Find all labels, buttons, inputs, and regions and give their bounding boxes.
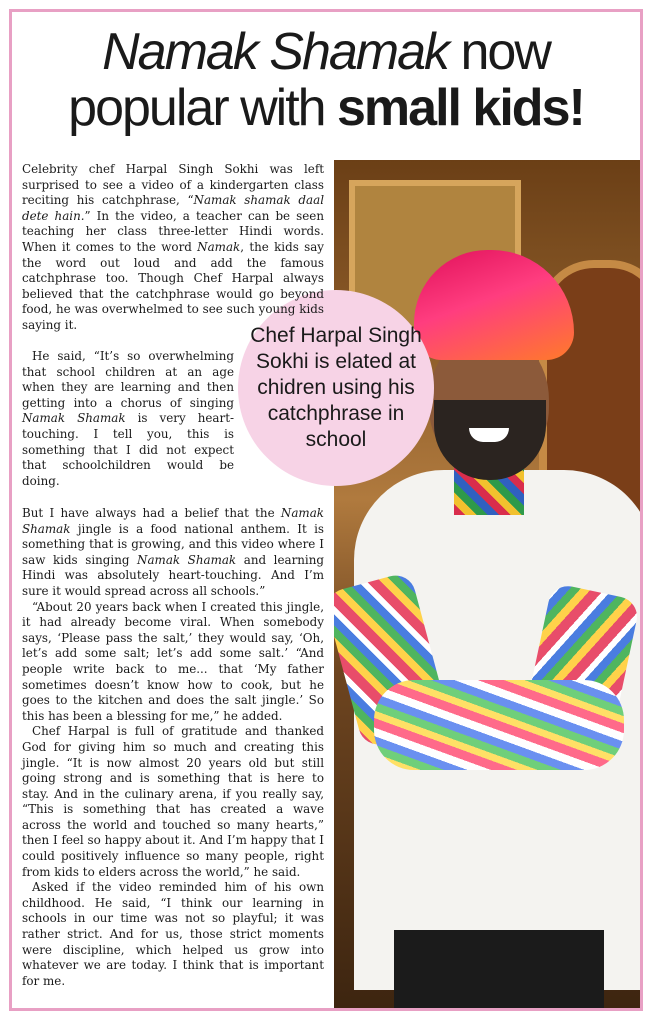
p3-end: and learning Hindi was absolutely heart-touching. And I’m sure it would spread across all schools.”	[22, 552, 324, 598]
article-frame	[9, 9, 643, 1011]
paragraph-2	[22, 349, 234, 489]
headline-line-2	[12, 80, 640, 136]
paragraph-1	[22, 162, 324, 334]
p3-namak-shamak-2: Namak Shamak	[137, 552, 237, 567]
headline-italic: Namak Shamak	[102, 23, 449, 81]
pull-quote: Chef Harpal Singh Sokhi is elated at chidren using his catchphrase in school	[238, 290, 434, 486]
paragraph-5: Chef Harpal is full of gratitude and thanked God for giving him so much and creating this jingle. “It is now almost 20 years old but still going strong and is something that is here to stay. And in the culinary arena, if you really say, “This is something that has created a wave across the world and touched so many hearts,” then I feel so happy about it. And I’m happy that I could positively influence so many people, right from kids to elders across the world,” he said.	[22, 724, 324, 879]
headline	[12, 24, 640, 136]
article-col-narrow	[22, 349, 234, 489]
headline-exclaim: !	[568, 79, 584, 137]
headline-line1-rest: now	[448, 23, 550, 81]
p3-namak-shamak-1: Namak Shamak	[22, 506, 324, 536]
p2-namak-shamak: Namak Shamak	[22, 411, 126, 426]
article-col-bottom	[22, 506, 324, 989]
p1-catchphrase: Namak shamak daal dete hain.	[22, 193, 324, 223]
p2-lead: He said, “It’s so overwhelming that school children at an age when they are learning and then getting into a chorus of singing	[22, 349, 234, 410]
headline-bold: small kids	[337, 79, 569, 137]
paragraph-4: “About 20 years back when I created this jingle, it had already become viral. When somebody says, ‘Please pass the salt,’ they would say, ‘Oh, let’s add some salt; let’s add some salt.’ “And people write back to me... that ‘My father sometimes doesn’t know how to cook, but he goes to the kitchen and does the salt jingle.’ So this has been a blessing for me,” he added.	[22, 599, 324, 723]
p3-mid: jingle is a food national anthem. It is something that is growing, and this video where I saw kids singing	[22, 521, 324, 567]
p1-lead: Celebrity chef Harpal Singh Sokhi was left surprised to see a video of a kindergarten class reciting his catchphrase, “	[22, 162, 324, 208]
chef-crossed-arms	[374, 680, 624, 770]
chef-photo	[334, 160, 640, 1008]
p1-mid: ” In the video, a teacher can be seen teaching her class three-letter Hindi words. When it comes to the word	[22, 208, 324, 254]
headline-line-1	[12, 24, 640, 80]
p2-end: is very heart-touching. I tell you, this is something that I did not expect that schoolchildren would be doing.	[22, 411, 234, 488]
headline-line2-plain: popular with	[68, 79, 338, 137]
article-col-top	[22, 162, 324, 334]
chef-trousers	[394, 930, 604, 1008]
p1-word-namak: Namak	[197, 239, 241, 254]
p1-end: , the kids say the word out loud and add the famous catchphrase too. Though Chef Harpal always believed that the catchphrase would go beyond food, he was overwhelmed to see such young kids saying it.	[22, 239, 324, 332]
paragraph-6: Asked if the video reminded him of his own childhood. He said, “I think our learning in schools in our time was not so playful; it was rather strict. And for us, those strict moments were discipline, which helped us grow into whatever we are today. I think that is important for me.	[22, 880, 324, 988]
paragraph-3	[22, 506, 324, 600]
p3-lead: But I have always had a belief that the	[22, 506, 281, 520]
